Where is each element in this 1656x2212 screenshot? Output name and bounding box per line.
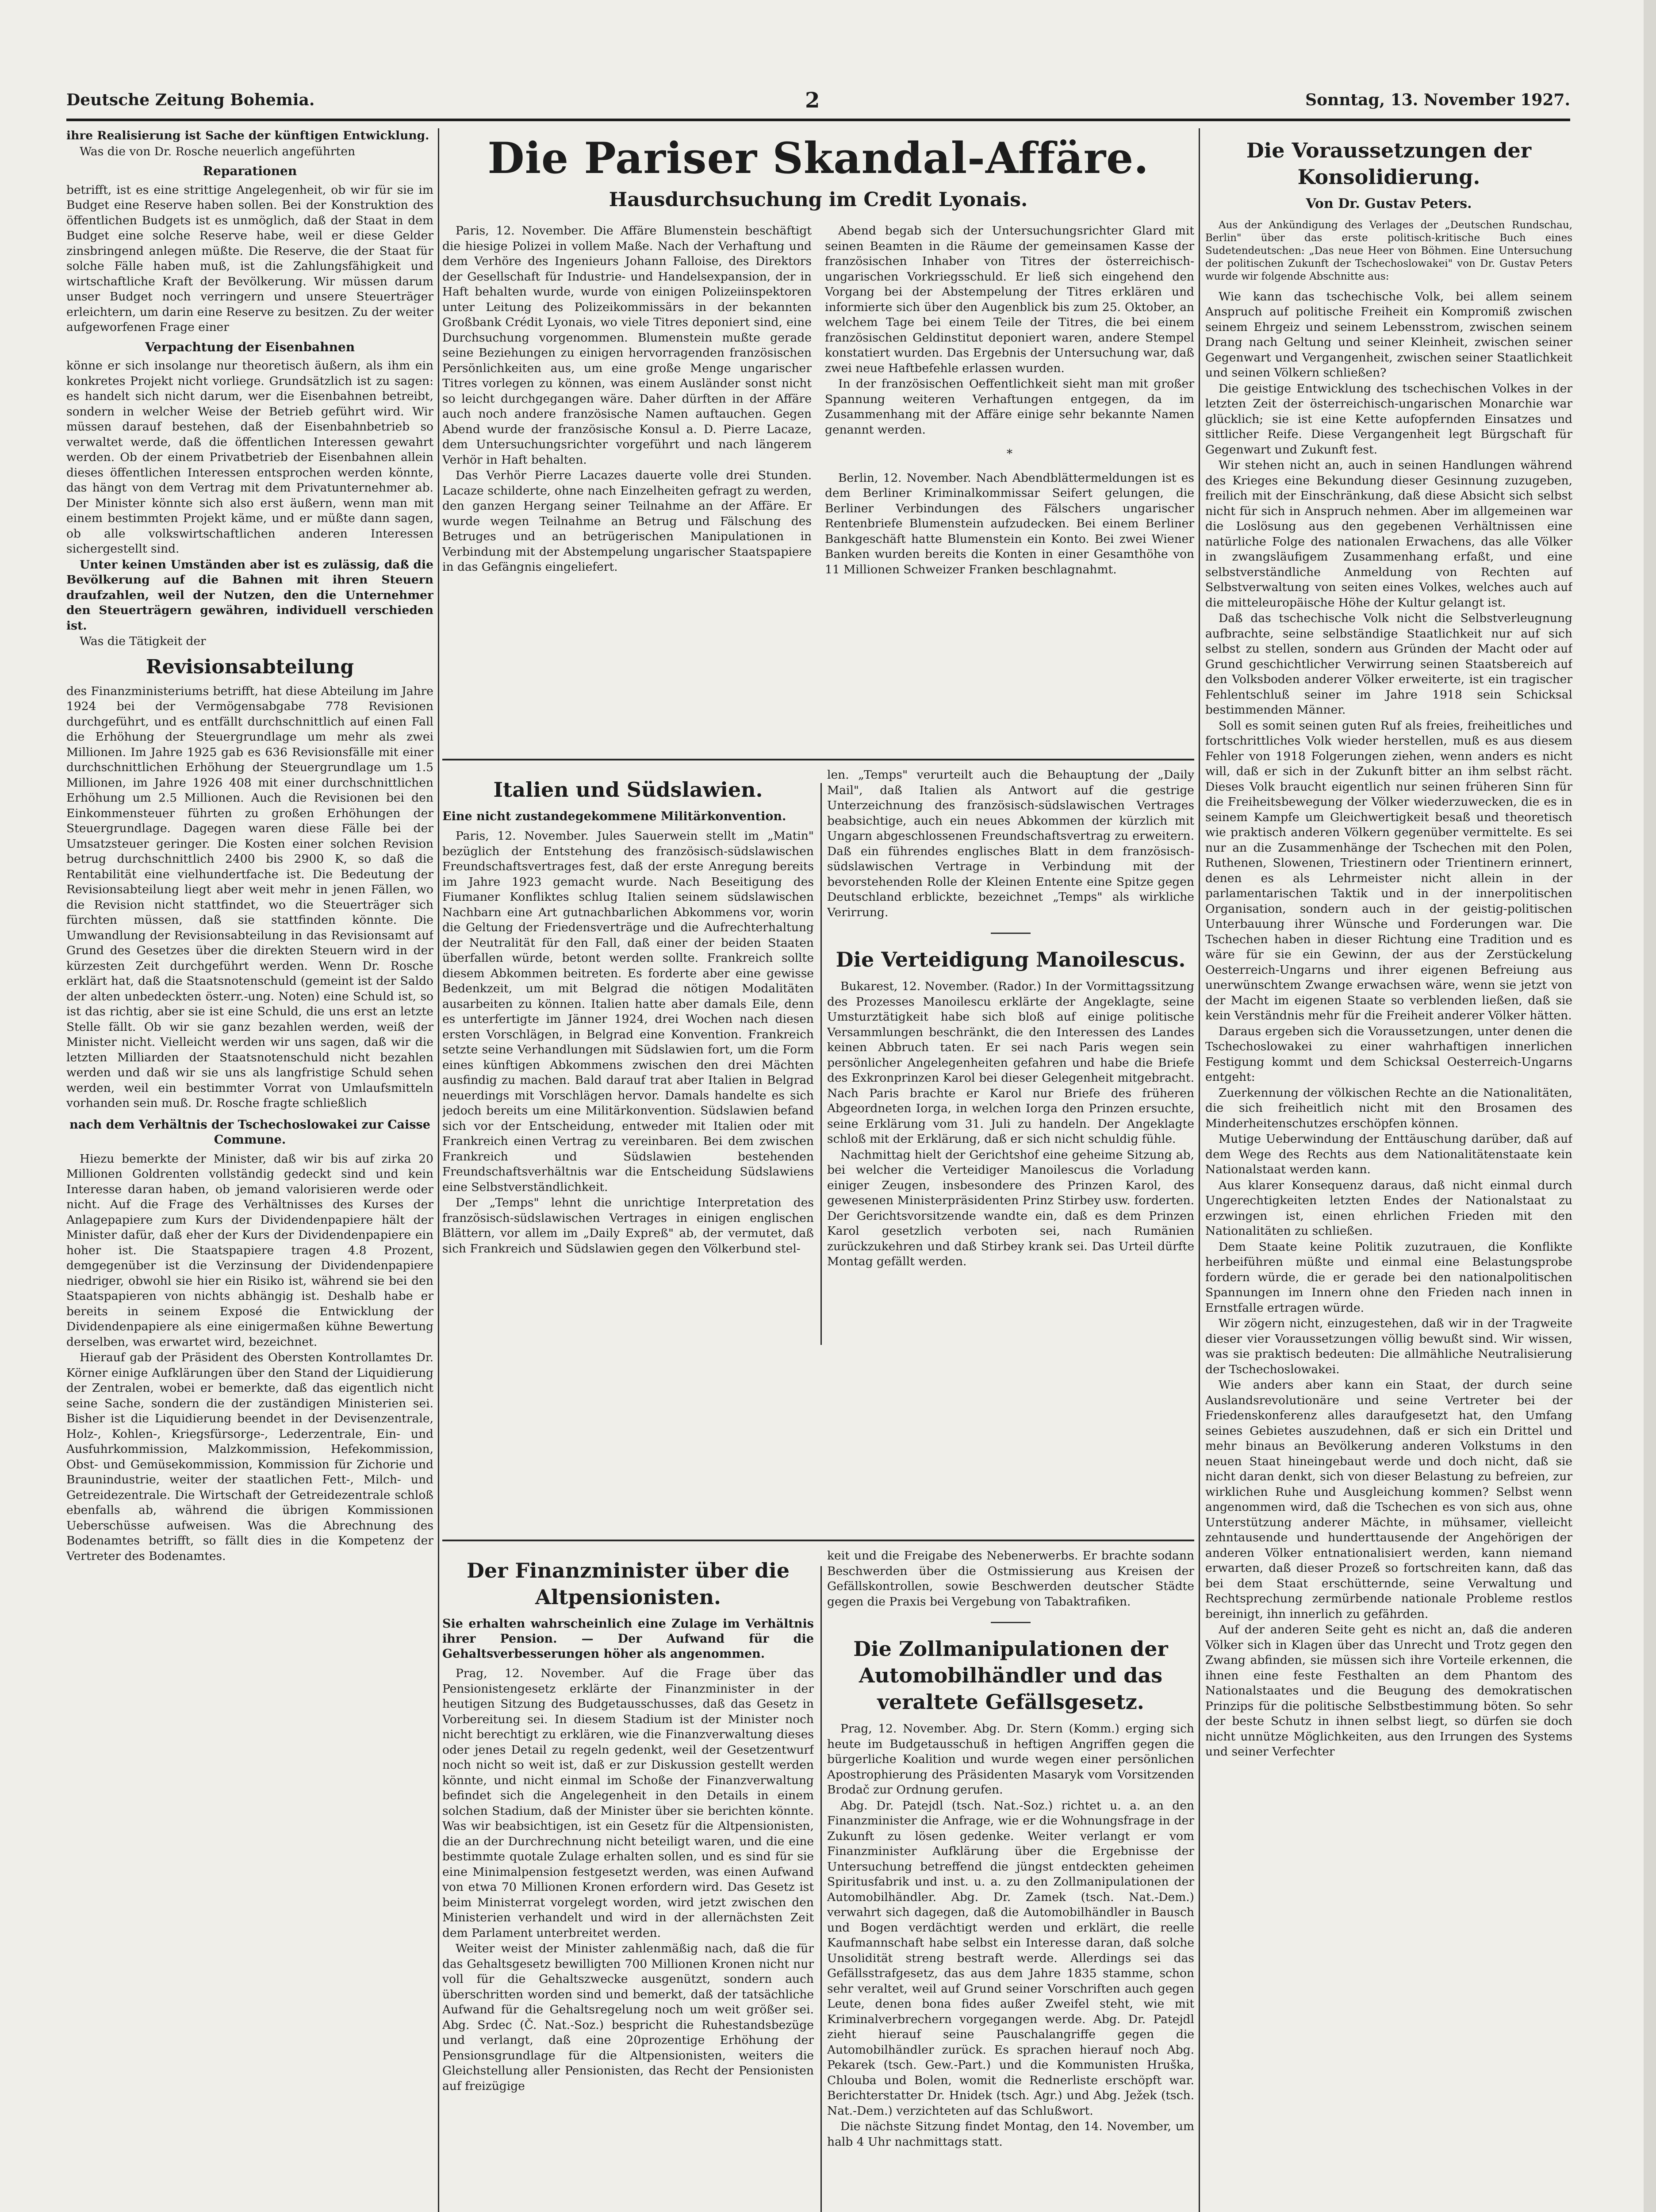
subheading-caisse: nach dem Verhältnis der Tschechoslowakei zur Caisse Commune.	[69, 1118, 430, 1147]
paragraph: Wir zögern nicht, einzugestehen, daß wir in der Tragweite dieser vier Voraussetzungen völlig bewußt sind. Wir wissen, was sie praktisch bedeuten: Die allmähliche Neutralisierung der Tschechoslowakei.	[1205, 1317, 1572, 1376]
paragraph: Die geistige Entwicklung des tschechischen Volkes in der letzten Zeit der österreichisch-ungarischen Monarchie war glücklich; sie ist eine Kette aufopfernden Einsatzes und sittlicher Reife. Diese Vergangenheit legt Bürgschaft für Gegenwart und Zukunft fest.	[1205, 381, 1572, 457]
column-4	[1205, 128, 1572, 2212]
subheading-eisenbahnen: Verpachtung der Eisenbahnen	[145, 339, 355, 354]
paragraph: Das Verhör Pierre Lacazes dauerte volle drei Stunden. Lacaze schilderte, ohne nach Einzelheiten gefragt zu werden, den ganzen Hergang seiner Teilnahme an der Affäre. Er wurde wegen Teilnahme an Betrug und Fälschung des Betruges und an betrügerischen Manipulationen in Verbindung mit der Abstempelung ungarischer Staatspapiere in das Gefängnis eingeliefert.	[442, 469, 812, 574]
divider	[991, 933, 1031, 934]
paragraph: Paris, 12. November. Die Affäre Blumenstein beschäftigt die hiesige Polizei in vollem Maße. Nach der Verhaftung und dem Verhöre des Ingenieurs Johann Falloise, des Direktors der Gesellschaft für Industrie- und Handelsexpansion, der in Haft behalten wurde, wurde von einigen Polizeiinspektoren unter Leitung des Polizeikommissärs in der bekannten Großbank Crédit Lyonais, wo viele Titres deponiert sind, eine Durchsuchung vorgenommen. Blumenstein mußte gerade seine Beziehungen zu einigen hervorragenden französischen Persönlichkeiten aus, um eine große Menge ungarischer Titres vorlegen zu können, was einem Ausländer sonst nicht so leicht durchgegangen wäre. Daher dürften in der Affäre auch noch andere französische Namen auftauchen. Gegen Abend wurde der französische Konsul a. D. Pierre Lacaze, dem Untersuchungsrichter vorgeführt und nach längerem Verhör in Haft behalten.	[442, 224, 812, 467]
paragraph: Aus klarer Konsequenz daraus, daß nicht einmal durch Ungerechtigkeiten letzten Endes der Nationalstaat zu erzwingen ist, einen ehrlichen Frieden mit den Nationalitäten zu schließen.	[1205, 1178, 1572, 1238]
column-1	[66, 128, 433, 2212]
section-rule	[442, 759, 1194, 760]
masthead-date: Sonntag, 13. November 1927.	[1305, 91, 1570, 109]
paragraph: des Finanzministeriums betrifft, hat diese Abteilung im Jahre 1924 bei der Vermögensabgabe 778 Revisionen durchgeführt, und es entfällt durchschnittlich auf einen Fall die Erhöhung der Steuergrundlage um mehr als zwei Millionen. Im Jahre 1925 gab es 636 Revisionsfälle mit einer durchschnittlichen Erhöhung der Steuergrundlage um 1.5 Millionen, im Jahre 1926 408 mit einer durchschnittlichen Erhöhung um 2.5 Millionen. Auch die Revisionen bei den Einkommensteuer führten zu großen Erhöhungen der Steuergrundlage. Dagegen waren diese Fälle bei der Umsatzsteuer geringer. Die Kosten einer solchen Revision betrug durchschnittlich 2400 bis 2900 K, so daß die Rentabilität eine vielhundertfache ist. Die Bedeutung der Revisionsabteilung liegt aber weit mehr in jenen Fällen, wo die Revision nicht stattfindet, wo die Steuerträger sich fürchten müssen, daß sie stattfinden könnte. Die Umwandlung der Revisionsabteilung in das Revisionsamt auf Grund des Gesetzes über die direkten Steuern wird in der kürzesten Zeit durchgeführt werden. Wenn Dr. Rosche erklärt hat, daß die Staatsnotenschuld (gemeint ist der Saldo der alten unbedeckten österr.-ung. Noten) eine Schuld ist, so ist das richtig, aber sie ist eine Schuld, die uns erst an letzte Stelle fällt. Ob wir sie ganz bezahlen werden, weiß der Minister nicht. Vielleicht werden wir uns sagen, daß wir die letzten Milliarden der Staatsnotenschuld nicht bezahlen werden und daß wir sie uns als langfristige Schuld sehen werden, weil ein bestimmter Vorrat von Umlaufsmitteln vorhanden sein muß. Dr. Rosche fragte schließlich	[66, 684, 433, 1110]
masthead-rule	[66, 119, 1570, 121]
separator-star: *	[1006, 447, 1013, 461]
article-title: Die Verteidigung Manoilescus.	[836, 948, 1186, 972]
paragraph: Mutige Ueberwindung der Enttäuschung darüber, daß auf dem Wege des Rechts aus dem Nationalitätenstaate kein Nationalstaat werden kann.	[1205, 1132, 1572, 1176]
divider	[991, 1622, 1031, 1623]
paragraph: Hierauf gab der Präsident des Obersten Kontrollamtes Dr. Körner einige Aufklärungen über den Stand der Liquidierung der Zentralen, wobei er bemerkte, daß das eigentlich nicht seine Sache, sondern die der zuständigen Ministerien sei. Bisher ist die Liquidierung beendet in der Devisenzentrale, Holz-, Kohlen-, Kriegsfürsorge-, Lederzentrale, Ein- und Ausfuhrkommission, Malzkommission, Hefekommission, Obst- und Gemüsekommission, Kommission für Zichorie und Braunindustrie, weiter der staatlichen Fett-, Milch- und Getreidezentrale. Die Wirtschaft der Getreidezentrale schloß ebenfalls ab, während die übrigen Kommissionen Ueberschüsse aufweisen. Was die Abrechnung des Bodenamtes betrifft, so fällt dies in die Kompetenz der Vertreter des Bodenamtes.	[66, 1351, 433, 1563]
column-1-intro: ihre Realisierung ist Sache der künftigen Entwicklung.	[66, 129, 429, 142]
paragraph: Daß das tschechische Volk nicht die Selbstverleugnung aufbrachte, seine selbständige Staatlichkeit nur auf sich selbst zu stellen, sondern aus Gründen der Macht oder auf Grund geschichtlicher Verwirrung seinen Staatsbereich auf den Volksboden anderer Völker erweiterte, ist ein tragischer Fehlentschluß seiner im Jahre 1918 sein Schicksal bestimmenden Männer.	[1205, 611, 1572, 717]
column-rule	[820, 1566, 822, 2212]
column-rule	[1199, 128, 1200, 2212]
article-title: Die Voraussetzungen der Konsolidierung.	[1246, 138, 1532, 189]
masthead	[66, 88, 1570, 114]
subheadline: Hausdurchsuchung im Credit Lyonais.	[609, 188, 1028, 211]
paragraph: Paris, 12. November. Jules Sauerwein stellt im „Matin" bezüglich der Entstehung des französisch-südslawischen Freundschaftsvertrages fest, daß der erste Anregung bereits im Jahre 1923 gemacht wurde. Nach Beseitigung des Fiumaner Konfliktes schlug Italien seinem südslawischen Nachbarn eine Art gutnachbarlichen Abkommens vor, worin die Geltung der Friedensverträge und die Aufrechterhaltung der Neutralität für den Fall, daß einer der beiden Staaten überfallen würde, betont werden sollte. Frankreich sollte diesem Abkommen beitreten. Es forderte aber eine gewisse Bedenkzeit, um mit Belgrad die nötigen Modalitäten ausarbeiten zu können. Italien hatte aber damals Eile, denn es unterfertigte im Jänner 1924, drei Wochen nach diesen ersten Vorschlägen, in Belgrad eine Konvention. Frankreich setzte seine Verhandlungen mit Südslawien fort, um die Form eines künftigen Abkommens zwischen den drei Mächten ausfindig zu machen. Bald darauf trat aber Italien in Belgrad neuerdings mit Vorschlägen hervor. Damals handelte es sich jedoch bereits um eine Militärkonvention. Südslawien befand sich vor der Entscheidung, entweder mit Italien oder mit Frankreich einen Vertrag zu vereinbaren. Bei dem zwischen Frankreich und Südslawien bestehenden Freundschaftsverhältnis war die Entscheidung Südslawiens eine Selbstverständlichkeit.	[442, 829, 814, 1194]
article-zoll	[827, 1548, 1194, 2212]
article-finanzminister	[442, 1548, 814, 2212]
paragraph: Bukarest, 12. November. (Rador.) In der Vormittagssitzung des Prozesses Manoilescu erklärte der Angeklagte, seine Umsturztätigkeit habe sich bloß auf einige politische Versammlungen beschränkt, die den Interessen des Landes keinen Abbruch taten. Er sei nach Paris wegen sein persönlicher Angelegenheiten gefahren und habe die Briefe des Exkronprinzen Karol bei dieser Gelegenheit mitgebracht. Nach Paris brachte er Karol nur Briefe des früheren Abgeordneten Iorga, in welchen Iorga den Prinzen ersuchte, seine Erklärung vom 31. Juli zu handeln. Der Angeklagte schloß mit der Erklärung, daß er sich nicht schuldig fühle.	[827, 979, 1194, 1146]
paragraph: Soll es somit seinen guten Ruf als freies, freiheitliches und fortschrittliches Volk wieder herstellen, muß es aus diesem Fehler von 1918 Folgerungen ziehen, wenn anders es nicht will, daß er sich in der Zukunft bitter an ihm selbst rächt. Dieses Volk braucht eigentlich nur seinen früheren Sinn für die Freiheitsbewegung der Völker wiederzuwecken, die es in seinem Kampfe um Gleichwertigkeit besaß und theoretisch wie praktisch anderen Völkern gegenüber vermittelte. Es sei nur an die Zusammenhänge der Tschechen mit den Polen, Ruthenen, Slowenen, Triestinern oder Trientinern erinnert, denen es als Lehrmeister nicht allein in der parlamentarischen Taktik und in der innerpolitischen Organisation, sondern auch in der geistig-politischen Unterbauung ihrer Wünsche und Forderungen war. Die Tschechen haben in dieser Richtung eine Tradition und es wäre für sie ein Gewinn, der aus der Zerstückelung Oesterreich-Ungarns und ihrer eigenen Befreiung aus unerwünschtem Zwange erwachsen wäre, wenn sie jetzt von der Macht im eigenen Staate so verblenden ließen, daß sie kein Verständnis mehr für die Freiheit anderer Völker hätten.	[1205, 718, 1572, 1022]
paragraph: Dem Staate keine Politik zuzutrauen, die Konflikte herbeiführen müßte und einmal eine Belastungsprobe fordern würde, die er gerade bei den nationalpolitischen Spannungen im Innern ohne den Frieden nach innen in Ernstfalle ertragen würde.	[1205, 1240, 1572, 1315]
byline: Von Dr. Gustav Peters.	[1306, 196, 1472, 211]
paragraph: Prag, 12. November. Auf die Frage über das Pensionistengesetz erklärte der Finanzminister in der heutigen Sitzung des Budgetausschusses, daß das Gesetz in Vorbereitung sei. In diesem Stadium ist der Minister noch nicht berechtigt zu erklären, wie die Finanzverwaltung dieses oder jenes Detail zu regeln gedenkt, weil der Gesetzentwurf noch nicht so weit ist, daß er zur Diskussion gestellt werden könnte, und nicht einmal im Schoße der Finanzverwaltung befindet sich die Angelegenheit in den Details in einem solchen Stadium, daß der Minister über sie berichten könnte. Was wir beabsichtigen, ist ein Gesetz für die Altpensionisten, die an der Durchrechnung nicht beteiligt waren, und die eine bestimmte quotale Zulage erhalten sollen, und es sind für sie eine Minimalpension festgesetzt werden, was einen Aufwand von etwa 70 Millionen Kronen erfordern wird. Das Gesetz ist beim Ministerrat vorgelegt worden, wird jetzt zwischen den Ministerien verhandelt und wird in der allernächsten Zeit dem Parlament unterbreitet werden.	[442, 1667, 814, 1940]
paragraph: Wie anders aber kann ein Staat, der durch seine Auslandsrevolutionäre und seine Vertreter bei der Friedenskonferenz alles daraufgesetzt hat, den Umfang seines Gebietes auszudehnen, daß er sich ein Drittel und mehr binaus an Bevölkerung anderen Volkstums in den neuen Staat hineingebaut werde und doch nicht, daß sie nicht daran denkt, sich von dieser Belastung zu befreien, zur wirklichen Ruhe und Ausgleichung kommen? Selbst wenn angenommen wird, daß die Tschechen es von sich aus, ohne Unterstützung anderer Mächte, in mühsamer, vielleicht zehntausende und hunderttausende der Angehörigen der anderen Völker entnationalisiert werden, kann niemand erwarten, daß dieser Prozeß so fortschreiten kann, daß das bei dem Staat erschütternde, seine Verwaltung und Rechtsprechung zermürbende nationale Probleme restlos bereinigt, ihn innerlich zu gefährden.	[1205, 1378, 1572, 1621]
paragraph: Abg. Dr. Patejdl (tsch. Nat.-Soz.) richtet u. a. an den Finanzminister die Anfrage, wie er die Wohnungsfrage in der Zukunft zu lösen gedenke. Weiter verlangt er vom Finanzminister Aufklärung über die Ergebnisse der Untersuchung betreffend die jüngst entdeckten geheimen Spiritusfabrik und inst. u. a. zu den Zollmanipulationen der Automobilhändler. Abg. Dr. Zamek (tsch. Nat.-Dem.) verwahrt sich dagegen, daß die Automobilhändler in Bausch und Bogen verdächtigt werden und erklärt, die reelle Kaufmannschaft habe selbst ein Interesse daran, daß solche Unsolidität streng bestraft werde. Allerdings sei das Gefällsstrafgesetz, das aus dem Jahre 1835 stamme, schon sehr veraltet, weil auf Grund seiner Vorschriften auch gegen Leute, denen bona fides außer Zweifel steht, wie mit Kriminalverbrechern vorgegangen werde. Abg. Dr. Patejdl zieht hierauf seine Pauschalangriffe gegen die Automobilhändler zurück. Es sprachen hierauf noch Abg. Pekarek (tsch. Gew.-Part.) und die Kommunisten Hruška, Chlouba und Bolen, womit die Rednerliste erschöpft war. Berichterstatter Dr. Hnidek (tsch. Agr.) und Abg. Ježek (tsch. Nat.-Dem.) verzichteten auf das Schlußwort.	[827, 1798, 1194, 2118]
paragraph: Was die von Dr. Rosche neuerlich angeführten	[80, 144, 356, 158]
column-rule	[820, 783, 822, 1345]
page-edge	[1644, 0, 1656, 2212]
paragraph: Der „Temps" lehnt die unrichtige Interpretation des französisch-südslawischen Vertrages in einigen englischen Blättern, vor allem im „Daily Expreß" ab, der vermutet, daß sich Frankreich und Südslawien gegen den Völkerbund stel-	[442, 1196, 814, 1256]
paragraph: len. „Temps" verurteilt auch die Behauptung der „Daily Mail", daß Italien als Antwort auf die gestrige Unterzeichnung des französisch-südslawischen Vertrages beabsichtige, auch ein neues Abkommen der kürzlich mit Ungarn abgeschlossenen Freundschaftsvertrag zu erweitern. Daß ein führendes englisches Blatt in dem französisch-südslawischen Vertrage in Verbindung mit der bevorstehenden Rolle der Kleinen Entente eine Spitze gegen Deutschland erblickte, bezeichnet „Temps" als wirkliche Verirrung.	[827, 768, 1194, 919]
article-column	[442, 223, 812, 576]
article-deck: Sie erhalten wahrscheinlich eine Zulage im Verhältnis ihrer Pension. — Der Aufwand für die Gehaltsverbesserungen höher als angenommen.	[442, 1617, 814, 1661]
paragraph: keit und die Freigabe des Nebenerwerbs. Er brachte sodann Beschwerden über die Ostmissierung aus Kreisen der Gefällskontrollen, sowie Beschwerden deutscher Städte gegen die Praxis bei Vergebung von Tabaktrafiken.	[827, 1549, 1194, 1609]
paragraph: Hiezu bemerkte der Minister, daß wir bis auf zirka 20 Millionen Goldrenten vollständig gedeckt sind und kein Interesse daran haben, ob jemand valorisieren werde oder nicht. Auf die Frage des Verhältnisses des Kurses der Anlagepapiere zum Kurs der Dividendenpapiere hält der Minister dafür, daß eher der Kurs der Dividendenpapiere ein hoher ist. Die Staatspapiere tragen 4.8 Prozent, demgegenüber ist die Verzinsung der Dividendenpapiere niedriger, obwohl sie hier ein Risiko ist, während sie bei den Staatspapieren von nichts abhängig ist. Deshalb habe er bereits in seinem Exposé die Entwicklung der Dividendenpapiere als eine einigermaßen kühne Bewertung derselben, was erwartet wird, bezeichnet.	[66, 1152, 433, 1349]
article-pariser-skandal	[442, 128, 1194, 757]
section-rule	[442, 1540, 1194, 1541]
masthead-paper: Deutsche Zeitung Bohemia.	[66, 91, 315, 109]
paragraph: Daraus ergeben sich die Voraussetzungen, unter denen die Tschechoslowakei zu einer wahrhaftigen innerlichen Festigung kommt und dem Schicksal Oesterreich-Ungarns entgeht:	[1205, 1024, 1572, 1084]
column-rule	[438, 128, 439, 2212]
paragraph: Was die Tätigkeit der	[80, 634, 206, 648]
article-italien	[442, 768, 814, 1533]
paragraph: Abend begab sich der Untersuchungsrichter Glard mit seinen Beamten in die Räume der gemeinsamen Kasse der französischen Inhaber von Titres der österreichisch-ungarischen Vorkriegsschuld. Er ließ sich eingehend den Vorgang bei der Abstempelung der Titres erklären und informierte sich über den Augenblick bis zum 25. Oktober, an welchem Tage bei einem Teile der Titres, die bei einem französischen Geldinstitut deponiert waren, andere Stempel konstatiert wurden. Das Ergebnis der Untersuchung war, daß zwei neue Haftbefehle erlassen wurden.	[825, 224, 1194, 375]
page-number: 2	[805, 88, 820, 113]
subheading-reparationen: Reparationen	[203, 164, 297, 178]
paragraph: Unter keinen Umständen aber ist es zulässig, daß die Bevölkerung auf die Bahnen mit ihren Steuern draufzahlen, weil der Nutzen, den die Unternehmer den Steuerträgern gewähren, individuell verschieden ist.	[66, 557, 433, 633]
paragraph: Die nächste Sitzung findet Montag, den 14. November, um halb 4 Uhr nachmittags statt.	[827, 2120, 1194, 2149]
article-column	[825, 223, 1194, 578]
article-title: Der Finanzminister über die Altpensionisten.	[466, 1559, 790, 1609]
paragraph: Auf der anderen Seite geht es nicht an, daß die anderen Völker sich in Klagen über das Unrecht und Trotz gegen den Zwang abfinden, sie müssen sich ihre Vorteile erkennen, die ihnen eine feste Festhalten an dem Phantom des Nationalstaates und die Beugung des demokratischen Prinzips für die politische Selbstbestimmung böten. So sehr der beste Schutz in ihnen selbst liegt, so dürfen sie doch nicht unnütze Möglichkeiten, aus den Irrungen des Systems und seiner Verfechter	[1205, 1623, 1572, 1759]
paragraph: Wie kann das tschechische Volk, bei allem seinem Anspruch auf politische Freiheit ein Kompromiß zwischen seinem Ehrgeiz und seinem Lebensstrom, zwischen seinem Drang nach Geltung und seiner Kleinheit, zwischen seiner Gegenwart und Vergangenheit, zwischen seiner Staatlichkeit und seinen Völkern schließen?	[1205, 289, 1572, 380]
paragraph: könne er sich insolange nur theoretisch äußern, als ihm ein konkretes Projekt nicht vorliege. Grundsätzlich ist zu sagen: es handelt sich nicht darum, wer die Eisenbahnen betreibt, sondern in welcher Weise der Betrieb geführt wird. Wir müssen darauf bestehen, daß der Eisenbahnbetrieb so verwaltet werde, daß die öffentlichen Interessen gewahrt werden. Ob der einem Privatbetrieb der Eisenbahnen allein dieses öffentlichen Interessen entsprochen werden könnte, das hängt von dem Vertrag mit dem Privatunternehmer ab. Der Minister könnte sich also erst äußern, wenn man mit einem bestimmten Projekt käme, und er müßte dann sagen, ob alle volkswirtschaftlichen anderen Interessen sichergestellt sind.	[66, 359, 433, 556]
paragraph: Berlin, 12. November. Nach Abendblättermeldungen ist es dem Berliner Kriminalkommissar Seifert gelungen, die Berliner Verbindungen des Fälschers ungarischer Rentenbriefe Blumenstein aufzudecken. Bei einem Berliner Bankgeschäft hatte Blumenstein ein Konto. Bei zwei Wiener Banken wurden bereits die Konten in einer Gesamthöhe von 11 Millionen Schweizer Franken beschlagnahmt.	[825, 471, 1194, 576]
subheading-revision: Revisionsabteilung	[146, 655, 354, 678]
paragraph: Wir stehen nicht an, auch in seinen Handlungen während des Krieges eine Bekundung dieser Gesinnung zuzugeben, freilich mit der Einschränkung, daß diese Absicht sich selbst nicht für sich in Anspruch nehmen. Aber im allgemeinen war die Loslösung aus den gegebenen Verhältnissen eine natürliche Folge des nationalen Erwachens, das alle Völker in zwangsläufigem Zusammenhang erfaßt, und eine selbstverständliche Anmeldung von Rechten auf Selbstverwaltung von seiten eines Volkes, welches auch auf die mitteleuropäische Höhe der Kultur gelangt ist.	[1205, 458, 1572, 610]
paragraph: betrifft, ist es eine strittige Angelegenheit, ob wir für sie im Budget eine Reserve haben sollen. Bei der Konstruktion des öffentlichen Budgets ist es unmöglich, daß der Staat in dem Budget eine solche Reserve habe, weil er diese Gelder zinsbringend anlegen müßte. Die Reserve, die der Staat für solche Fälle haben muß, ist die Zahlungsfähigkeit und wirtschaftliche Kraft der Bevölkerung. Wir müssen darum unser Budget noch verringern und unsere Steuerträger erleichtern, um darin eine Reserve zu besitzen. Zu der weiter aufgeworfenen Frage einer	[66, 183, 433, 334]
paragraph: Prag, 12. November. Abg. Dr. Stern (Komm.) erging sich heute im Budgetausschuß in heftigen Angriffen gegen die bürgerliche Koalition und wurde wegen einer persönlichen Apostrophierung des Präsidenten Masaryk vom Vorsitzenden Brodač zur Ordnung gerufen.	[827, 1722, 1194, 1797]
paragraph: Weiter weist der Minister zahlenmäßig nach, daß die für das Gehaltsgesetz bewilligten 700 Millionen Kronen nicht nur voll für die Gehaltszwecke ausgenützt, sondern auch überschritten worden sind und bemerkt, daß der tatsächliche Aufwand für die Gehaltsregelung noch um weit größer sei. Abg. Srdec (Č. Nat.-Soz.) bespricht die Ruhestandsbezüge und verlangt, daß eine 20prozentige Erhöhung der Pensionsgrundlage für die Altpensionisten, weiters die Gleichstellung aller Pensionisten, das Recht der Pensionisten auf freizügige	[442, 1942, 814, 2093]
article-deck: Eine nicht zustandegekommene Militärkonvention.	[442, 810, 786, 823]
paragraph: Zuerkennung der völkischen Rechte an die Nationalitäten, die sich freiheitlich nicht mit den Brosamen des Minderheitenschutzes erschöpfen können.	[1205, 1086, 1572, 1130]
headline: Die Pariser Skandal-Affäre.	[487, 133, 1149, 183]
article-title: Italien und Südslawien.	[493, 778, 763, 802]
article-title: Die Zollmanipulationen der Automobilhändler und das veraltete Gefällsgesetz.	[853, 1637, 1168, 1714]
article-italien-cont	[827, 768, 1194, 1533]
paragraph: In der französischen Oeffentlichkeit sieht man mit großer Spannung weiteren Verhaftungen entgegen, da im Zusammenhang mit der Affäre einige sehr bekannte Namen genannt werden.	[825, 377, 1194, 437]
editor-note: Aus der Ankündigung des Verlages der „Deutschen Rundschau, Berlin" über das erste politisch-kritische Buch eines Sudetendeutschen: „Das neue Heer von Böhmen. Eine Untersuchung der politischen Zukunft der Tschechoslowakei" von Dr. Gustav Peters wurde wir folgende Abschnitte aus:	[1205, 219, 1572, 282]
paragraph: Nachmittag hielt der Gerichtshof eine geheime Sitzung ab, bei welcher die Verteidiger Manoilescus die Vorladung einiger Zeugen, insbesondere des Prinzen Karol, des gewesenen Ministerpräsidenten Prinz Stirbey usw. forderten. Der Gerichtsvorsitzende wandte ein, daß es dem Prinzen Karol gesetzlich verboten sei, nach Rumänien zurückzukehren und daß Stirbey krank sei. Das Urteil dürfte Montag gefällt werden.	[827, 1148, 1194, 1268]
